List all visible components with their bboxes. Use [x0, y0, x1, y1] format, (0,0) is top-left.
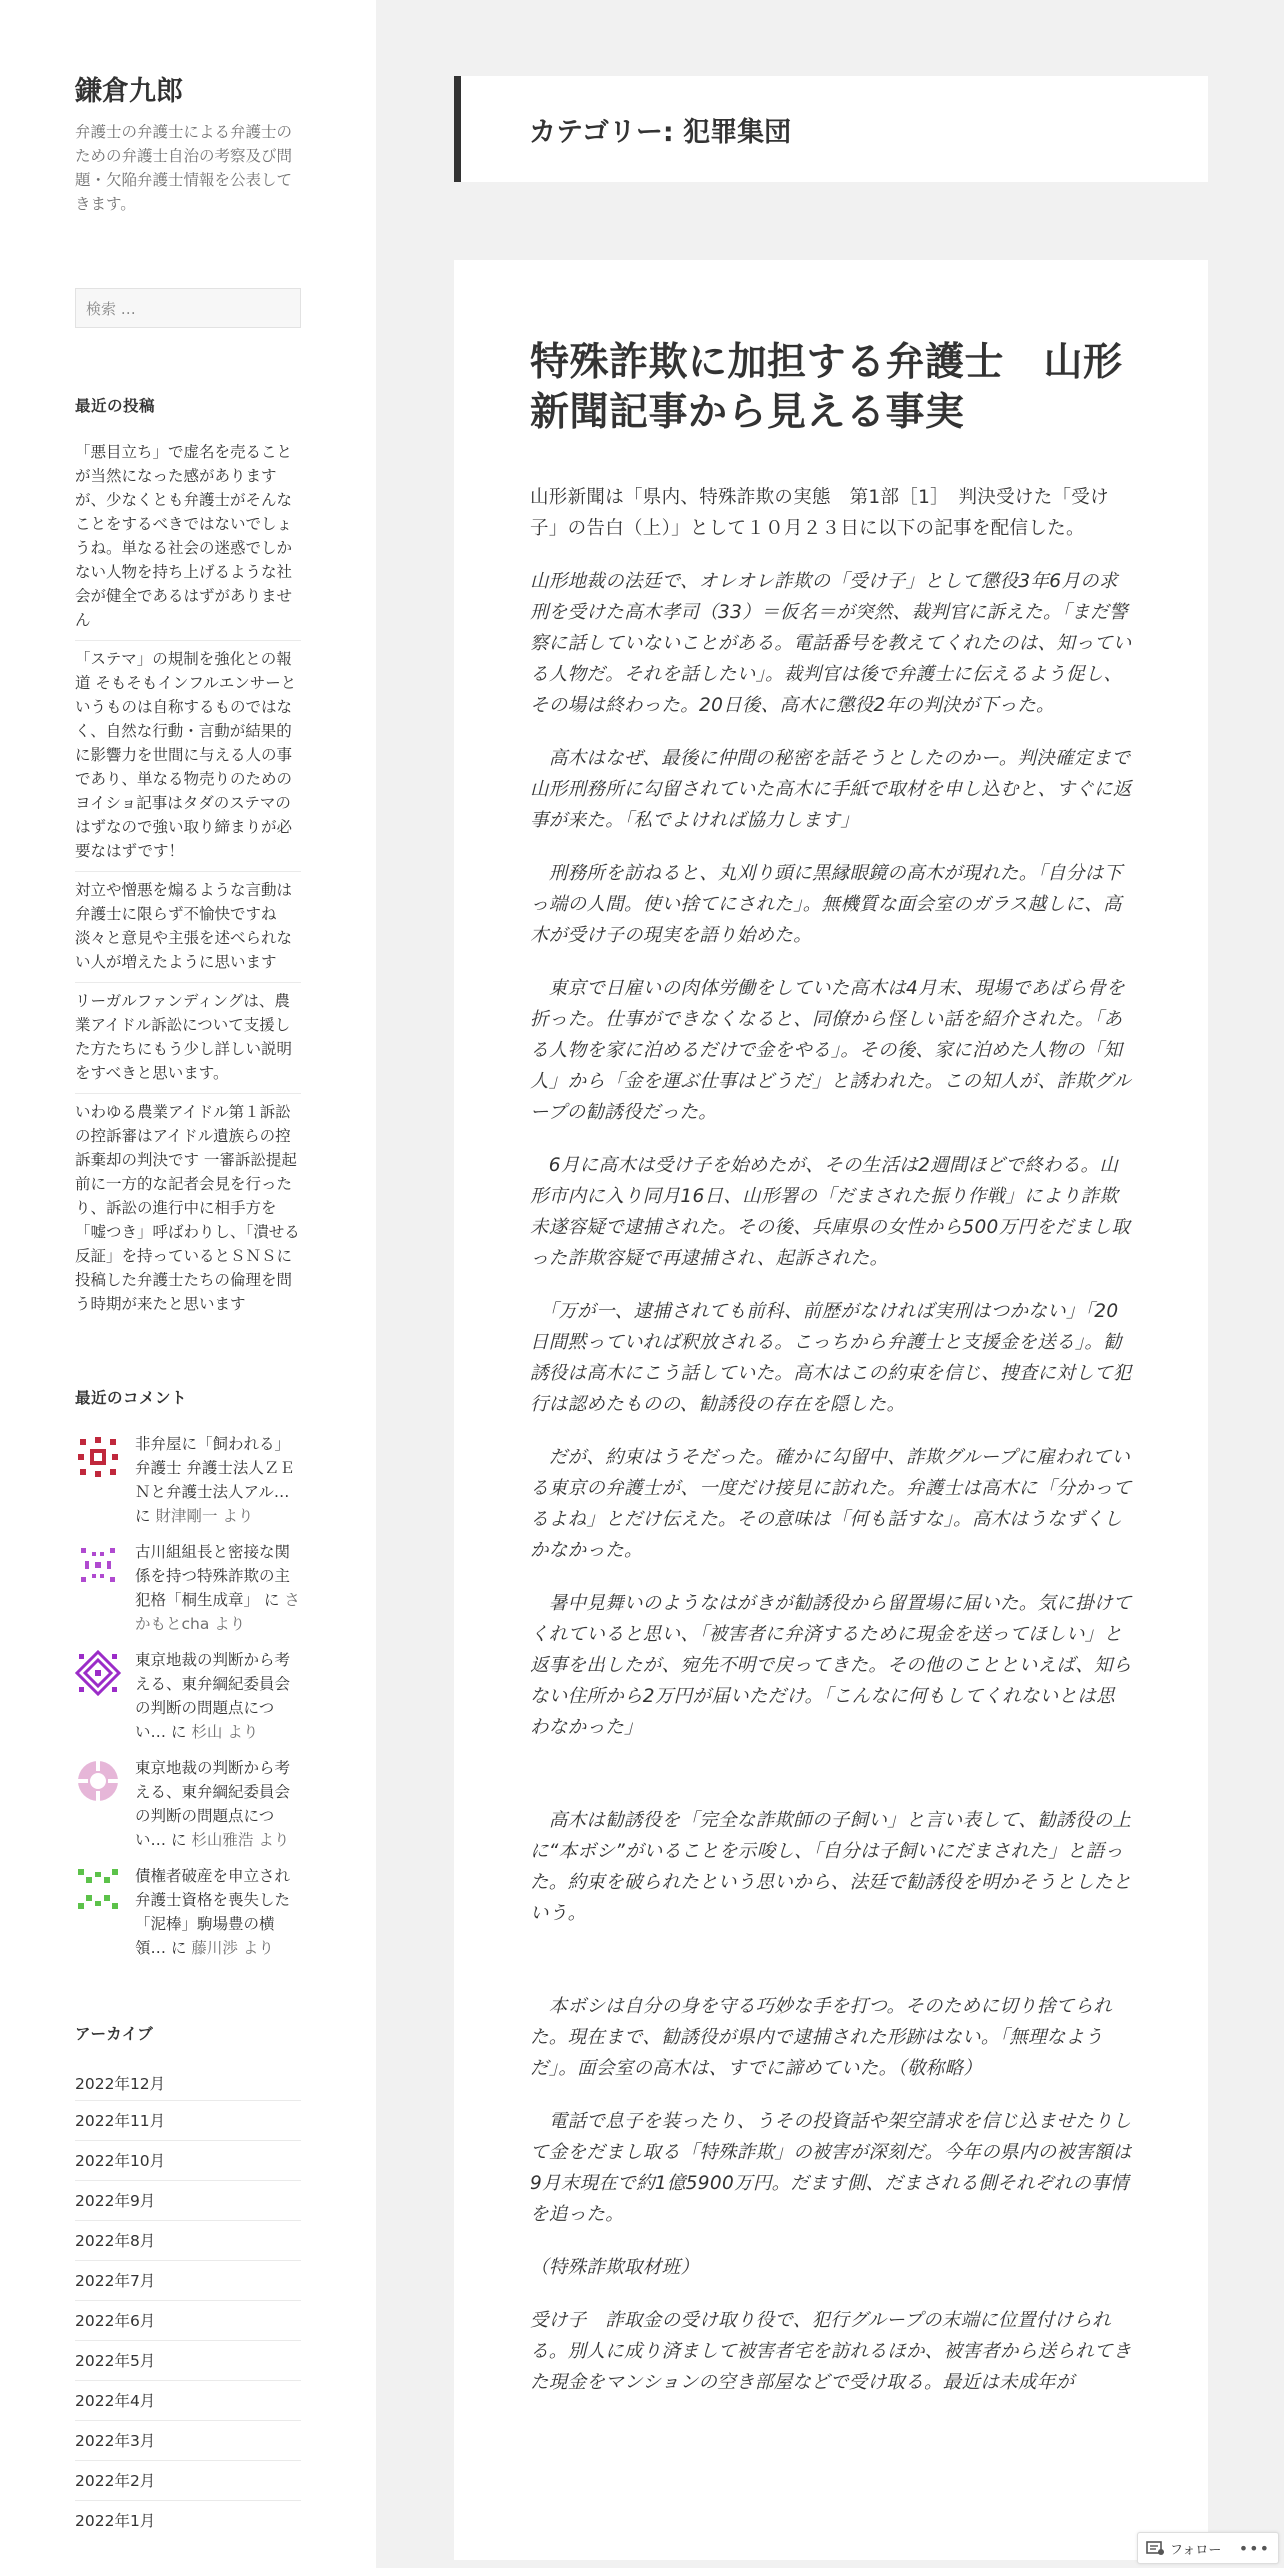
follow-button[interactable] [1137, 2532, 1279, 2564]
archive-link[interactable]: 2022年8月 [75, 2220, 301, 2260]
recent-posts-list [75, 440, 301, 1324]
article-paragraph: 本ボシは自分の身を守る巧妙な手を打つ。そのために切り捨てられた。現在まで、勧誘役が県内で逮捕された形跡はない。「無理なようだ」。面会室の高木は、すでに諦めていた。（敬称略） [530, 1996, 1113, 2079]
avatar [75, 1758, 121, 1804]
comment-item: 古川組組長と密接な関係を持つ特殊詐欺の主犯格「桐生成章」 に さかもとcha より [75, 1540, 301, 1636]
archive-link[interactable]: 2022年1月 [75, 2500, 301, 2540]
article-paragraph: だが、約束はうそだった。確かに勾留中、詐欺グループに雇われている東京の弁護士が、一度だけ接見に訪れた。弁護士は高木に「分かってるよね」とだけ伝えた。その意味は「何も話すな」。高木はうなずくしかなかった。 [530, 1447, 1132, 1561]
article-paragraph: 受け子 詐取金の受け取り役で、犯行グループの末端に位置付けられる。別人に成り済まして被害者宅を訪れるほか、被害者から送られてきた現金をマンションの空き部屋などで受け取る。最近は未成年が [530, 2310, 1132, 2393]
recent-comments-list [75, 1432, 301, 1960]
follow-label: フォロー [1170, 2542, 1222, 2558]
main-content [454, 76, 1208, 2560]
archives-title: アーカイブ [75, 2025, 154, 2043]
reader-icon [1146, 2540, 1164, 2556]
comment-author[interactable]: 杉山雅浩 [191, 1831, 254, 1849]
avatar [75, 1542, 121, 1588]
archive-link[interactable]: 2022年7月 [75, 2260, 301, 2300]
archives-list [75, 2068, 301, 2540]
search-input[interactable]: 検索 … [75, 288, 301, 328]
comment-post-link[interactable]: 債権者破産を申立され弁護士資格を喪失した「泥棒」駒場豊の横領… [135, 1867, 291, 1957]
archive-link[interactable]: 2022年4月 [75, 2380, 301, 2420]
archive-link[interactable]: 2022年2月 [75, 2460, 301, 2500]
comment-item: 東京地裁の判断から考える、東弁綱紀委員会の判断の問題点につい… に 杉山雅浩 より [75, 1756, 301, 1852]
comment-author[interactable]: さかもとcha [135, 1591, 300, 1633]
recent-post-link[interactable]: 「悪目立ち」で虚名を売ることが当然になった感がありますが、少なくとも弁護士がそんなことをするべきではないでしょうね。単なる社会の迷惑でしかない人物を持ち上げるような社会が健全であるはずがありません [75, 443, 293, 629]
article-paragraph: 高木はなぜ、最後に仲間の秘密を話そうとしたのかー。判決確定まで山形刑務所に勾留されていた高木に手紙で取材を申し込むと、すぐに返事が来た。「私でよければ協力します」 [530, 748, 1132, 831]
article-paragraph: 電話で息子を装ったり、うその投資話や架空請求を信じ込ませたりして金をだまし取る「特殊詐欺」の被害が深刻だ。今年の県内の被害額は9月末現在で約1億5900万円。だます側、だまされる側それぞれの事情を追った。 [530, 2111, 1132, 2225]
recent-post-link[interactable]: いわゆる農業アイドル第１訴訟の控訴審はアイドル遺族らの控訴棄却の判決です 一審訴訟提起前に一方的な記者会見を行ったり、訴訟の進行中に相手方を「嘘つき」呼ばわりし、「潰せる反証」を持っているとＳＮＳに投稿した弁護士たちの倫理を問う時期が来たと思います [75, 1093, 301, 1324]
archive-link[interactable]: 2022年5月 [75, 2340, 301, 2380]
comment-post-link[interactable]: 古川組組長と密接な関係を持つ特殊詐欺の主犯格「桐生成章」 [135, 1543, 291, 1609]
recent-post-link[interactable]: リーガルファンディングは、農業アイドル訴訟について支援した方たちにもう少し詳しい説明をすべきと思います。 [75, 982, 301, 1093]
article-paragraph: 6月に高木は受け子を始めたが、その生活は2週間ほどで終わる。山形市内に入り同月16日、山形署の「だまされた振り作戦」により詐欺未遂容疑で逮捕された。その後、兵庫県の女性から500万円をだまし取った詐欺容疑で再逮捕され、起訴された。 [530, 1155, 1131, 1269]
article-title[interactable]: 特殊詐欺に加担する弁護士 山形新聞記事から見える事実 [530, 340, 1123, 435]
more-options-icon[interactable]: ••• [1238, 2538, 1270, 2558]
category-header [454, 76, 1208, 182]
recent-post-link[interactable]: 「ステマ」の規制を強化との報道 そもそもインフルエンサーというものは自称するものではなく、自然な行動・言動が結果的に影響力を世間に与える人の事であり、単なる物売りのためのヨイショ記事はタダのステマのはずなので強い取り締まりが必要なはずです！ [75, 640, 301, 871]
category-title: カテゴリー: 犯罪集団 [529, 116, 792, 148]
article-paragraph: （特殊詐欺取材班） [530, 2257, 700, 2278]
archive-link[interactable]: 2022年10月 [75, 2140, 301, 2180]
site-description: 弁護士の弁護士による弁護士のための弁護士自治の考察及び問題・欠陥弁護士情報を公表してきます。 [75, 123, 293, 213]
comment-item: 債権者破産を申立され弁護士資格を喪失した「泥棒」駒場豊の横領… に 藤川渉 より [75, 1864, 301, 1960]
comment-author[interactable]: 杉山 [191, 1723, 223, 1741]
archive-link[interactable]: 2022年11月 [75, 2100, 301, 2140]
comment-item: 非弁屋に「飼われる」弁護士 弁護士法人ＺＥＮと弁護士法人アル… に 財津剛一 より [75, 1432, 301, 1528]
sidebar [0, 0, 376, 2568]
article [454, 260, 1208, 2560]
comment-post-link[interactable]: 東京地裁の判断から考える、東弁綱紀委員会の判断の問題点につい… [135, 1651, 291, 1741]
article-paragraph: 山形新聞は「県内、特殊詐欺の実態 第1部［1］ 判決受けた「受け子」の告白（上）」として１０月２３日に以下の記事を配信した。 [530, 487, 1109, 539]
article-paragraph: 「万が一、逮捕されても前科、前歴がなければ実刑はつかない」「20日間黙っていれば釈放される。こっちから弁護士と支援金を送る」。勧誘役は高木にこう話していた。高木はこの約束を信じ、捜査に対して犯行は認めたものの、勧誘役の存在を隠した。 [530, 1301, 1132, 1415]
comment-post-link[interactable]: 東京地裁の判断から考える、東弁綱紀委員会の判断の問題点につい… [135, 1759, 291, 1849]
archive-link[interactable]: 2022年6月 [75, 2300, 301, 2340]
avatar [75, 1434, 121, 1480]
comment-author[interactable]: 藤川渉 [191, 1939, 238, 1957]
archive-link[interactable]: 2022年3月 [75, 2420, 301, 2460]
article-paragraph: 東京で日雇いの肉体労働をしていた高木は4月末、現場であばら骨を折った。仕事ができなくなると、同僚から怪しい話を紹介された。「ある人物を家に泊めるだけで金をやる」。その後、家に泊めた人物の「知人」から「金を運ぶ仕事はどうだ」と誘われた。この知人が、詐欺グループの勧誘役だった。 [530, 978, 1132, 1123]
article-paragraph: 刑務所を訪ねると、丸刈り頭に黒縁眼鏡の高木が現れた。「自分は下っ端の人間。使い捨てにされた」。無機質な面会室のガラス越しに、高木が受け子の現実を語り始めた。 [530, 863, 1123, 946]
comment-post-link[interactable]: 非弁屋に「飼われる」弁護士 弁護士法人ＺＥＮと弁護士法人アル… [135, 1435, 295, 1501]
recent-comments-title: 最近のコメント [75, 1389, 188, 1407]
article-paragraph: 山形地裁の法廷で、オレオレ詐欺の「受け子」として懲役3年6月の求刑を受けた高木孝司（33）＝仮名＝が突然、裁判官に訴えた。「まだ警察に話していないことがある。電話番号を教えてくれたのは、知っている人物だ。それを話したい」。裁判官は後で弁護士に伝えるよう促し、その場は終わった。20日後、高木に懲役2年の判決が下った。 [530, 571, 1132, 716]
recent-posts-title: 最近の投稿 [75, 397, 156, 415]
archive-link[interactable]: 2022年9月 [75, 2180, 301, 2220]
avatar [75, 1866, 121, 1912]
recent-post-link[interactable]: 対立や憎悪を煽るような言動は弁護士に限らず不愉快ですね 淡々と意見や主張を述べられない人が増えたように思います [75, 871, 301, 982]
article-paragraph: 暑中見舞いのようなはがきが勧誘役から留置場に届いた。気に掛けてくれていると思い、「被害者に弁済するために現金を送ってほしい」と返事を出したが、宛先不明で戻ってきた。その他のことといえば、知らない住所から2万円が届いただけ。「こんなに何もしてくれないとは思わなかった」 [530, 1593, 1132, 1738]
comment-author[interactable]: 財津剛一 [155, 1507, 218, 1525]
article-paragraph: 高木は勧誘役を「完全な詐欺師の子飼い」と言い表して、勧誘役の上に“本ボシ”がいることを示唆し、「自分は子飼いにだまされた」と語った。約束を破られたという思いから、法廷で勧誘役を明かそうとしたという。 [530, 1810, 1132, 1924]
comment-item: 東京地裁の判断から考える、東弁綱紀委員会の判断の問題点につい… に 杉山 より [75, 1648, 301, 1744]
avatar [75, 1650, 121, 1696]
site-title[interactable]: 鎌倉九郎 [75, 76, 183, 107]
archive-link[interactable]: 2022年12月 [75, 2075, 166, 2093]
